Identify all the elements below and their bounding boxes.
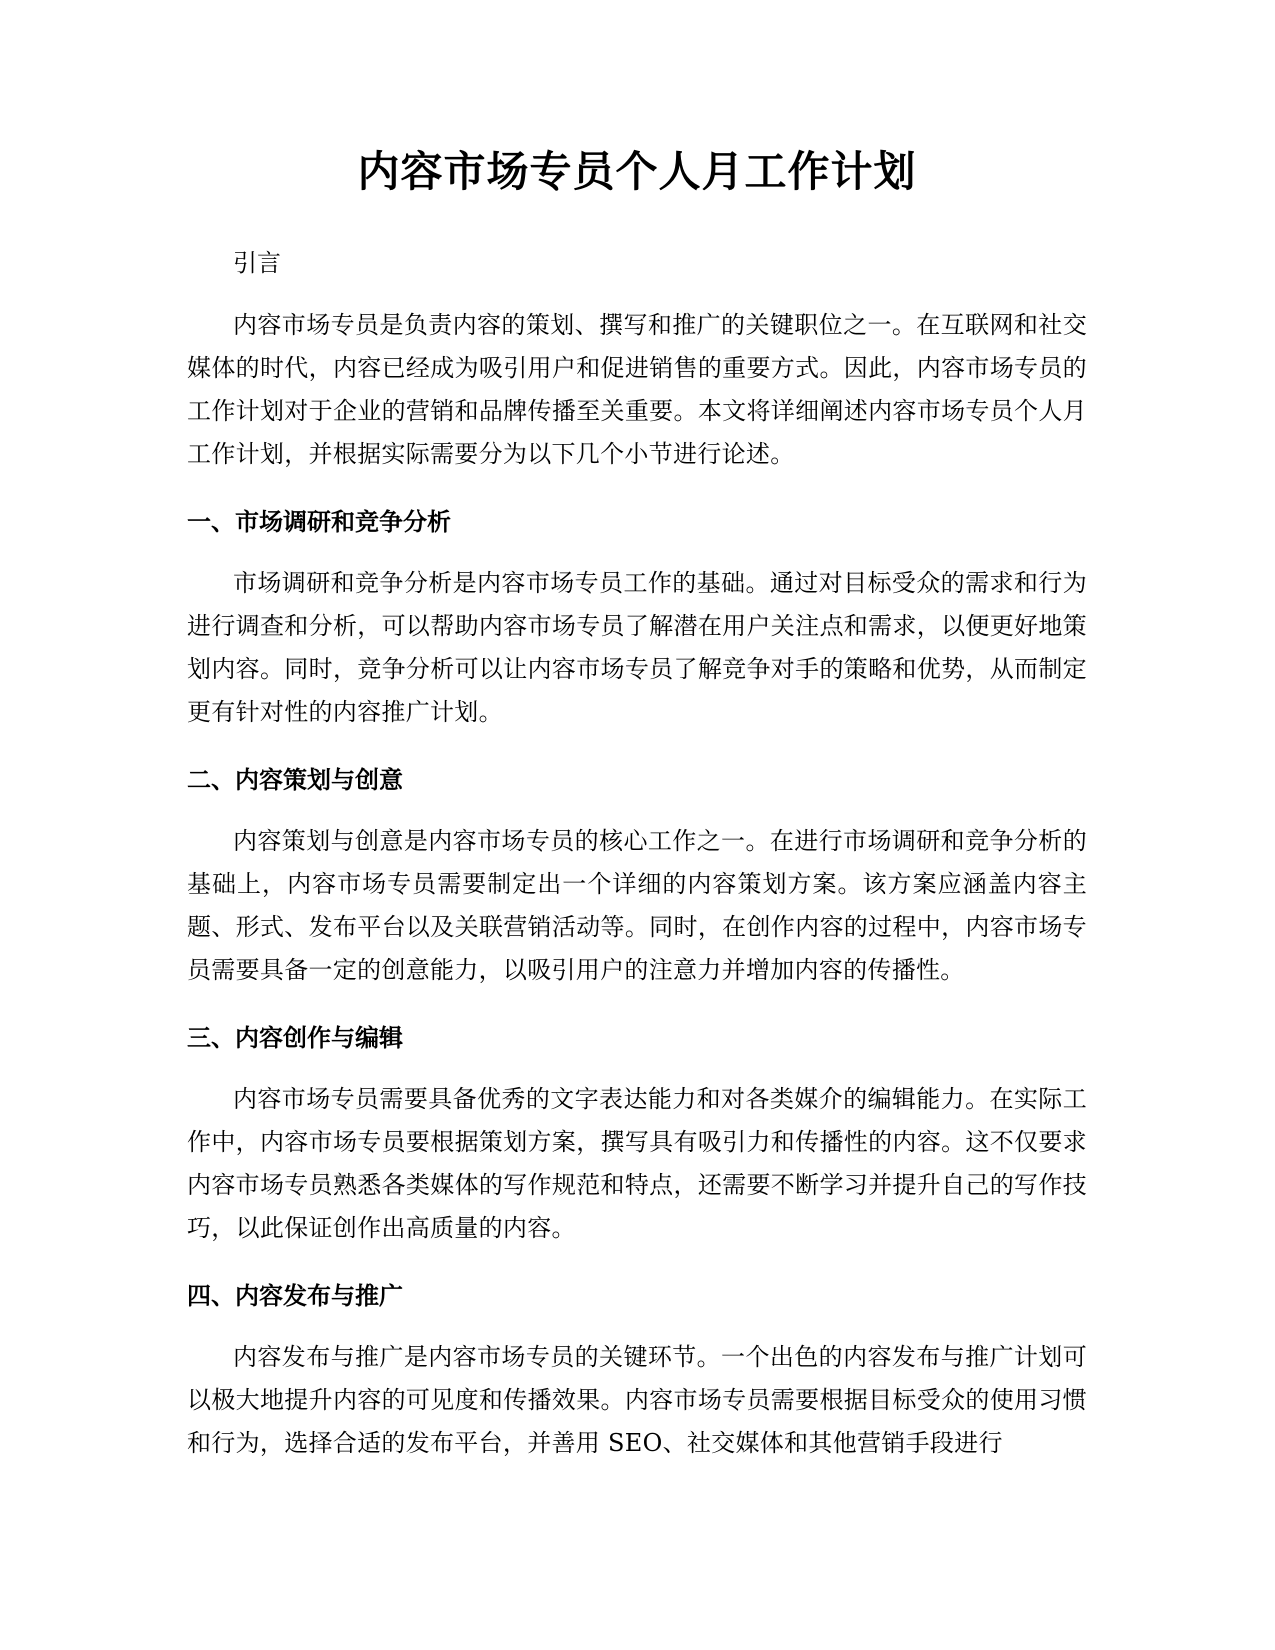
document-page: [187, 140, 1087, 1465]
section-body-4: 内容发布与推广是内容市场专员的关键环节。一个出色的内容发布与推广计划可以极大地提升内容的可见度和传播效果。内容市场专员需要根据目标受众的使用习惯和行为，选择合适的发布平台，并善用 SEO、社交媒体和其他营销手段进行: [187, 1343, 1087, 1457]
section-heading-1: 一、市场调研和竞争分析: [187, 508, 451, 536]
section-body-2: 内容策划与创意是内容市场专员的核心工作之一。在进行市场调研和竞争分析的基础上，内容市场专员需要制定出一个详细的内容策划方案。该方案应涵盖内容主题、形式、发布平台以及关联营销活动等。同时，在创作内容的过程中，内容市场专员需要具备一定的创意能力，以吸引用户的注意力并增加内容的传播性。: [187, 827, 1087, 984]
section-heading-2: 二、内容策划与创意: [187, 766, 403, 794]
section-body-3: 内容市场专员需要具备优秀的文字表达能力和对各类媒介的编辑能力。在实际工作中，内容市场专员要根据策划方案，撰写具有吸引力和传播性的内容。这不仅要求内容市场专员熟悉各类媒体的写作规范和特点，还需要不断学习并提升自己的写作技巧，以此保证创作出高质量的内容。: [187, 1085, 1087, 1242]
section-heading-4: 四、内容发布与推广: [187, 1282, 403, 1310]
section-heading-3: 三、内容创作与编辑: [187, 1024, 403, 1052]
document-title: 内容市场专员个人月工作计划: [357, 147, 917, 196]
section-body-1: 市场调研和竞争分析是内容市场专员工作的基础。通过对目标受众的需求和行为进行调查和分析，可以帮助内容市场专员了解潜在用户关注点和需求，以便更好地策划内容。同时，竞争分析可以让内容市场专员了解竞争对手的策略和优势，从而制定更有针对性的内容推广计划。: [187, 569, 1087, 726]
intro-paragraph: 内容市场专员是负责内容的策划、撰写和推广的关键职位之一。在互联网和社交媒体的时代，内容已经成为吸引用户和促进销售的重要方式。因此，内容市场专员的工作计划对于企业的营销和品牌传播至关重要。本文将详细阐述内容市场专员个人月工作计划，并根据实际需要分为以下几个小节进行论述。: [187, 311, 1087, 468]
intro-label: 引言: [233, 249, 281, 277]
